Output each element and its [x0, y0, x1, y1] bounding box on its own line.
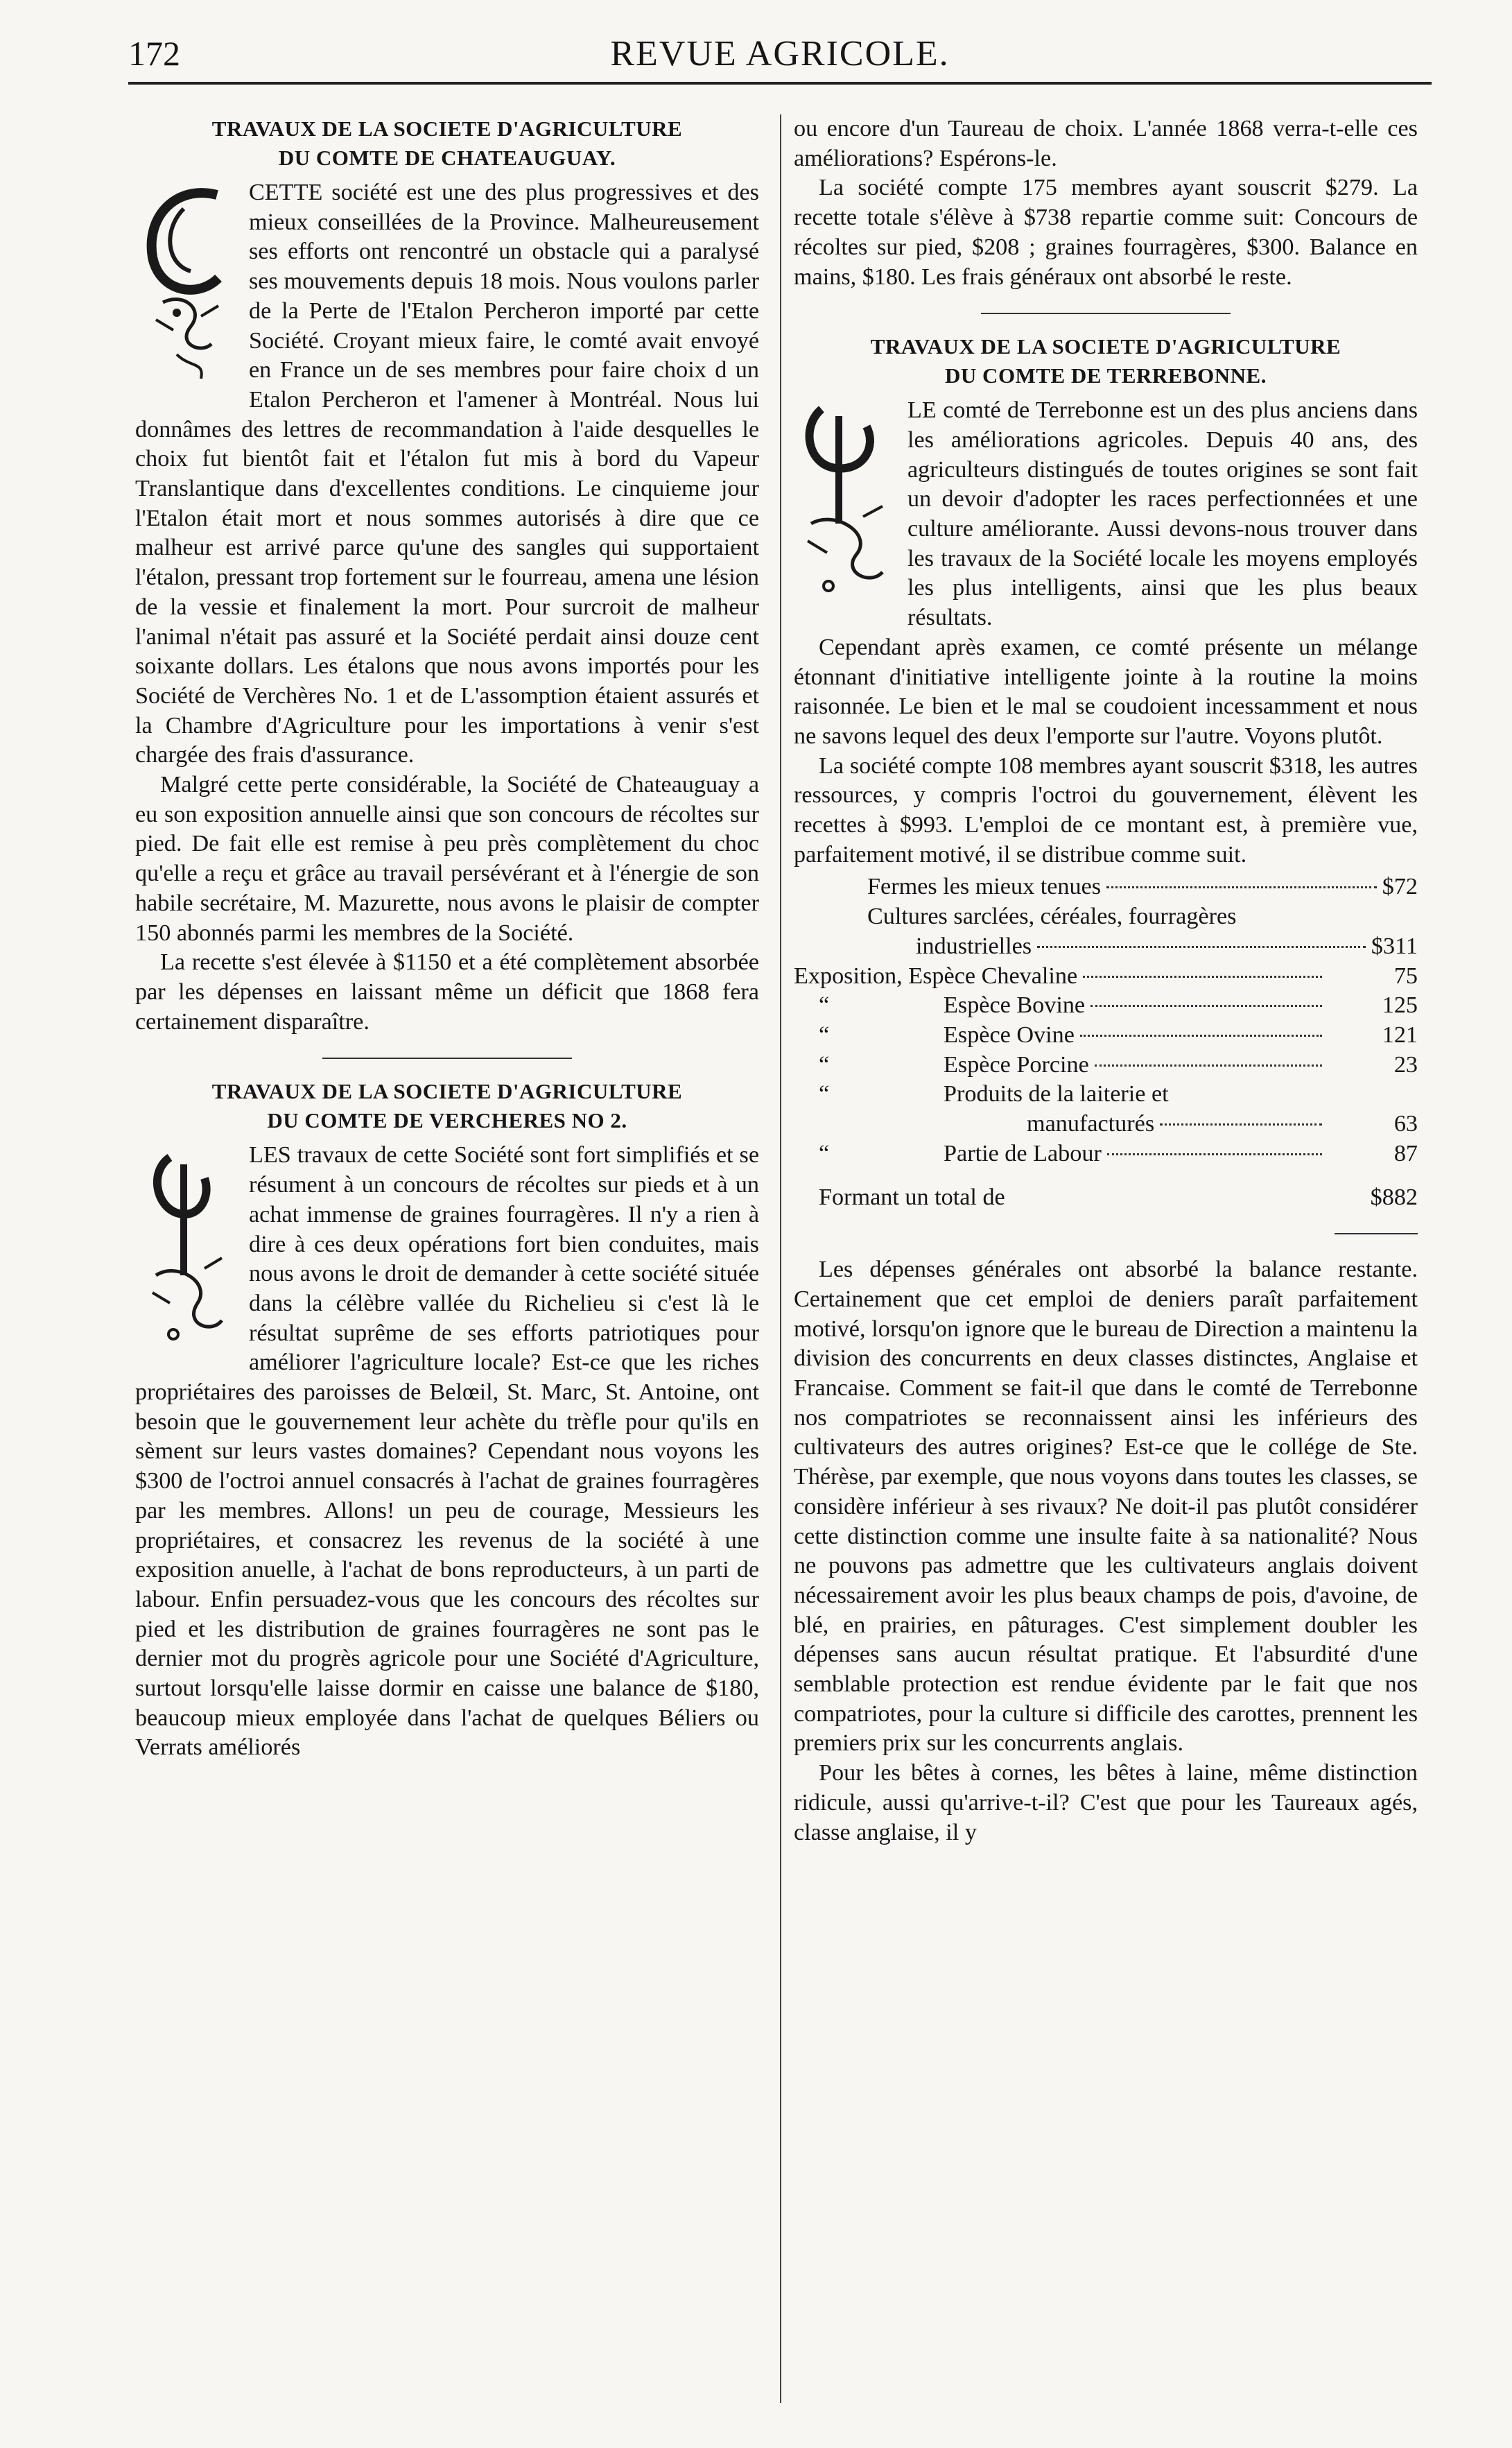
article-paragraph: CETTE société est une des plus progressives et des mieux conseillées de la Province. Malheureusement ses efforts ont rencontré un obstacle qui a paralysé ses mouvements depuis 18 mois. Nous voulons parler de la Perte de l'Etalon Percheron importé par cette Société. Croyant mieux faire, le comté avait envoyé en France un de ses membres pour faire choix d un Etalon Percheron et l'amener à Montréal. Nous lui donnâmes des lettres de recommandation à l'aide desquelles le choix fut bientôt fait et l'étalon fut mis à bord du Vapeur Translantique dans d'excellentes conditions. Le cinquieme jour l'Etalon était mort et nous sommes autorisés à dire que ce malheur est arrivé parce qu'une des sangles qui supportaient l'étalon, pressant trop fortement sur le fourreau, amena une lésion de la vessie et finalement la mort. Pour surcroit de malheur l'animal n'était pas assuré et la Société perdait ainsi douze cent soixante dollars. Les étalons que nous avons importés pour les Société de Verchères No. 1 et de L'assomption étaient assurés et la Chambre d'Agriculture pour les importations à venir s'est chargée des frais d'assurance. [135, 180, 759, 768]
ornamental-initial-c [135, 181, 239, 389]
article-paragraph: La société compte 108 membres ayant souscrit $318, les autres ressources, y compris l'octroi du gouvernement, élèvent les recettes à $993. L'emploi de ce montant est, à première vue, parfaitement motivé, il se distribue comme suit. [794, 752, 1418, 868]
section-heading-vercheres: TRAVAUX DE LA SOCIETE D'AGRICULTURE DU COMTE DE VERCHERES NO 2. [211, 1079, 683, 1133]
ornamental-initial-l [135, 1144, 239, 1352]
budget-total-row: Formant un total de $882 [819, 1184, 1418, 1210]
total-rule [1335, 1233, 1418, 1234]
budget-row: “ Espèce Bovine 125 [819, 992, 1418, 1019]
running-head: REVUE AGRICOLE. [610, 34, 950, 74]
article-paragraph: Pour les bêtes à cornes, les bêtes à laine, même distinction ridicule, aussi qu'arrive-t-il? C'est que pour les Taureaux agés, classe anglaise, il y [794, 1760, 1418, 1845]
page-number: 172 [128, 34, 180, 73]
budget-row: manufacturés 63 [1027, 1111, 1418, 1137]
budget-row: Exposition, Espèce Chevaline 75 [794, 963, 1418, 989]
article-paragraph: Les dépenses générales ont absorbé la balance restante. Certainement que cet emploi de deniers paraît parfaitement motivé, lorsqu'on ignore que le bureau de Direction a maintenu la division des concurrents en deux classes distinctes, Anglaise et Francaise. Comment se fait-il que dans le comté de Terrebonne nos compatriotes se reconnaissent ainsi les inférieurs des cultivateurs des autres origines? Est-ce que le collége de Ste. Thérèse, par exemple, que nous voyons dans toutes les classes, se considère inférieur à ses rivaux? Ne doit-il pas plutôt considérer cette distinction comme une insulte faite à sa nationalité? Nous ne pouvons pas admettre que les cultivateurs anglais doivent nécessairement avoir les plus beaux champs de pois, d'avoine, de blé, en prairies, en pâturages. C'est simplement doubler les dépenses sans aucun résultat pratique. Et l'absurdité d'une semblable protection est rendue évidente par le fait que nos compatriotes, pour la culture si difficile des carottes, prennent les premiers prix sur les concurrents anglais. [794, 1257, 1418, 1757]
column-divider [780, 114, 781, 2403]
budget-row: industrielles $311 [916, 933, 1418, 959]
budget-table [794, 872, 1418, 1234]
left-column [135, 114, 759, 1763]
page-header [128, 33, 1432, 85]
budget-row: “ Produits de la laiterie et [819, 1081, 1169, 1107]
ornamental-initial-l [794, 399, 898, 607]
article-paragraph: Malgré cette perte considérable, la Société de Chateauguay a eu son exposition annuelle ainsi que son concours de récoltes sur pied. De fait elle est remise à peu près complètement du choc qu'elle a reçu et grâce au travail persévérant et à l'énergie de son habile secrétaire, M. Mazurette, nous avons le plaisir de compter 150 abonnés parmi les membres de la Société. [135, 772, 759, 946]
article-paragraph: La société compte 175 membres ayant souscrit $279. La recette totale s'élève à $738 repartie comme suit: Concours de récoltes sur pied, $208 ; graines fourragères, $300. Balance en mains, $180. Les frais généraux ont absorbé le reste. [794, 175, 1418, 290]
budget-row: “ Espèce Ovine 121 [819, 1022, 1418, 1048]
section-heading-terrebonne: TRAVAUX DE LA SOCIETE D'AGRICULTURE DU COMTE DE TERREBONNE. [870, 334, 1341, 388]
section-heading-chateauguay: TRAVAUX DE LA SOCIETE D'AGRICULTURE DU COMTE DE CHATEAUGUAY. [211, 117, 683, 170]
article-paragraph: LE comté de Terrebonne est un des plus anciens dans les améliorations agricoles. Depuis 40 ans, des agriculteurs distingués de toutes origines se sont fait un devoir d'adopter les races perfectionnées et une culture améliorante. Aussi devons-nous trouver dans les travaux de la Société locale les moyens employés les plus intelligents, ainsi que les plus beaux résultats. [794, 396, 1418, 633]
article-paragraph: LES travaux de cette Société sont fort simplifiés et se résument à un concours de récoltes sur pieds et à un achat immense de graines fourragères. Il n'y a rien à dire à ces deux opérations fort bien conduites, mais nous avons le droit de demander à cette société située dans la célèbre vallée du Richelieu si c'est là le résultat suprême de ses efforts patriotiques pour améliorer l'agriculture locale? Est-ce que les riches propriétaires des paroisses de Belœil, St. Marc, St. Antoine, ont besoin que le gouvernement leur achète du trèfle pour qu'ils en sèment sur leurs vastes domaines? Cependant nous voyons les $300 de l'octroi annuel consacrés à l'achat de graines fourragères par les membres. Allons! un peu de courage, Messieurs les propriétaires, et consacrez les revenus de la société à une exposition anuelle, à l'achat de bons reproducteurs, à un parti de labour. Enfin persuadez-vous que les concours des récoltes sur pied et les distribution de graines fourragères ne sont pas le dernier mot du progrès agricole pour une Société d'Agriculture, surtout lorsqu'elle laisse dormir en caisse une balance de $180, beaucoup mieux employée dans l'achat de quelques Béliers ou Verrats améliorés [135, 1142, 759, 1761]
article-paragraph: ou encore d'un Taureau de choix. L'année 1868 verra-t-elle ces améliorations? Espérons-le. [794, 116, 1418, 171]
budget-row: “ Espèce Porcine 23 [819, 1051, 1418, 1078]
budget-row: Cultures sarclées, céréales, fourragères [867, 904, 1237, 930]
article-paragraph: La recette s'est élevée à $1150 et a été complètement absorbée par les dépenses en laissant même un déficit que 1868 fera certainement disparaître. [135, 949, 759, 1035]
right-column [794, 114, 1418, 1847]
section-rule [322, 1058, 572, 1059]
budget-row: “ Partie de Labour 87 [819, 1140, 1418, 1166]
article-paragraph: Cependant après examen, ce comté présente un mélange étonnant d'initiative intelligente jointe à la routine la moins raisonnée. Le bien et le mal se coudoient incessamment et nous ne savons lequel des deux l'emporte sur l'autre. Voyons plutôt. [794, 634, 1418, 749]
section-rule [981, 313, 1231, 314]
budget-row: Fermes les mieux tenues $72 [867, 874, 1418, 900]
